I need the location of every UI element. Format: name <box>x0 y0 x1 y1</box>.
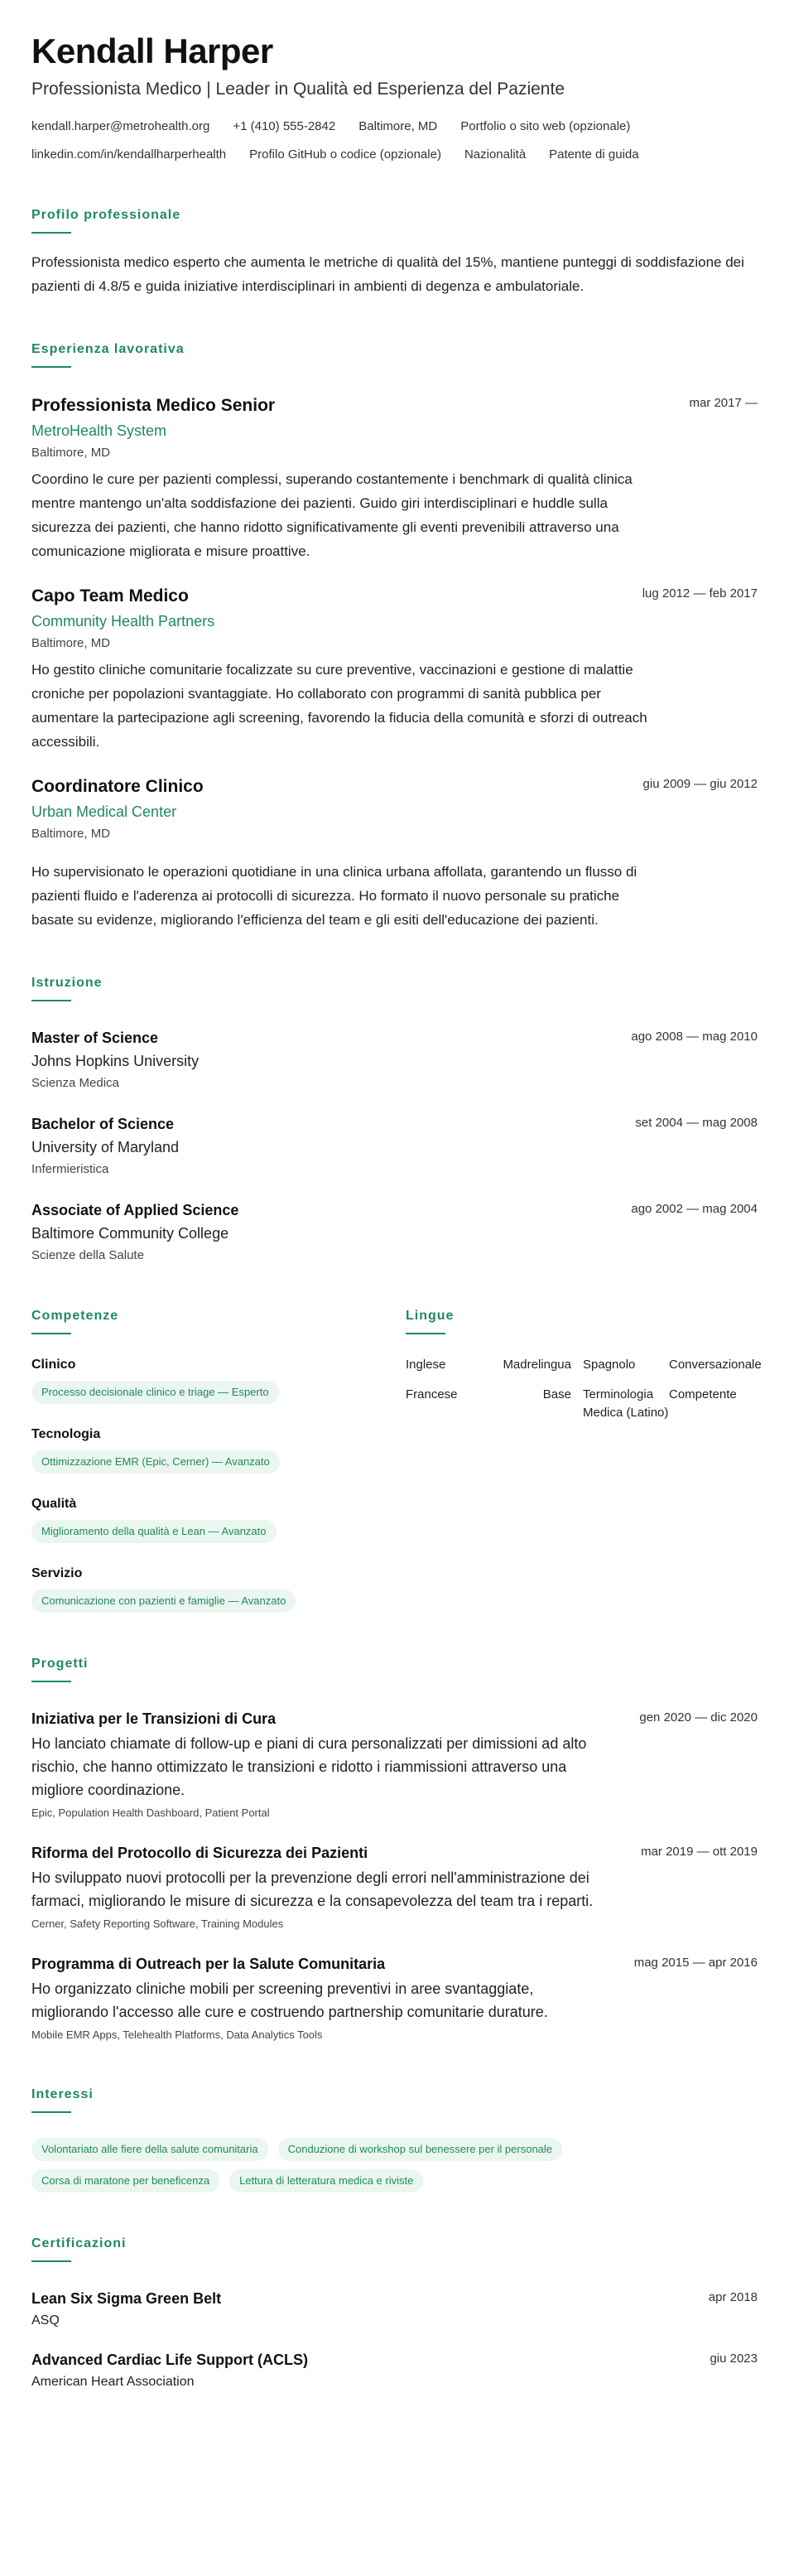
education-item <box>31 1200 758 1265</box>
contact-location: Baltimore, MD <box>358 119 438 133</box>
skill-pill: Ottimizzazione EMR (Epic, Cerner) — Avanzato <box>31 1450 280 1474</box>
education-item <box>31 1114 758 1179</box>
certification-issuer: American Heart Association <box>31 2375 195 2389</box>
skill-pill: Processo decisionale clinico e triage — Esperto <box>31 1381 279 1404</box>
section-divider <box>406 1333 445 1334</box>
interest-pill: Conduzione di workshop sul benessere per il personale <box>278 2138 562 2161</box>
language-name: Terminologia Medica (Latino) <box>583 1387 669 1420</box>
interest-pill: Lettura di letteratura medica e riviste <box>229 2169 423 2192</box>
experience-item <box>31 394 758 563</box>
experience-role: Coordinatore Clinico <box>31 777 204 796</box>
certification-item <box>31 2289 758 2330</box>
contact-phone[interactable]: +1 (410) 555-2842 <box>233 119 336 133</box>
section-divider <box>31 366 71 368</box>
resume-header <box>31 31 758 164</box>
education-degree: Associate of Applied Science <box>31 1202 239 1218</box>
experience-company: MetroHealth System <box>31 422 167 439</box>
experience-item <box>31 775 758 932</box>
section-title-education: Istruzione <box>31 976 103 990</box>
interests-section <box>31 2086 758 2192</box>
project-date: gen 2020 — dic 2020 <box>639 1710 758 1725</box>
certification-title: Lean Six Sigma Green Belt <box>31 2290 222 2307</box>
profile-section <box>31 207 758 298</box>
section-divider <box>31 232 71 234</box>
languages-row <box>406 1356 762 1374</box>
skill-category: Qualità <box>31 1497 77 1511</box>
project-item <box>31 1709 758 1821</box>
contact-license: Patente di guida <box>549 147 639 162</box>
section-title-skills: Competenze <box>31 1309 119 1323</box>
experience-date: giu 2009 — giu 2012 <box>642 777 758 791</box>
section-divider <box>31 2260 71 2262</box>
interest-pill: Corsa di maratone per beneficenza <box>31 2169 219 2192</box>
skill-group <box>31 1425 406 1474</box>
language-level: Competente <box>669 1387 737 1401</box>
experience-location: Baltimore, MD <box>31 636 111 650</box>
project-description: Ho sviluppato nuovi protocolli per la prevenzione degli errori nell'amministrazione dei farmaci, migliorando le misure di sicurezza e la consapevolezza del team tra i reparti. <box>31 1869 594 1909</box>
certification-item <box>31 2350 758 2391</box>
section-title-interests: Interessi <box>31 2087 94 2101</box>
skill-category: Servizio <box>31 1566 83 1580</box>
skills-languages-row <box>31 1308 762 1613</box>
contact-github[interactable]: Profilo GitHub o codice (opzionale) <box>249 147 441 162</box>
project-item <box>31 1843 758 1932</box>
project-tech: Mobile EMR Apps, Telehealth Platforms, Data Analytics Tools <box>31 2028 323 2041</box>
experience-role: Capo Team Medico <box>31 586 189 605</box>
contact-portfolio[interactable]: Portfolio o sito web (opzionale) <box>460 119 631 133</box>
languages-table <box>406 1356 762 1422</box>
project-date: mag 2015 — apr 2016 <box>633 1956 758 1970</box>
education-degree: Bachelor of Science <box>31 1116 175 1132</box>
profile-summary: Professionista medico esperto che aumenta le metriche di qualità del 15%, mantiene punteggi di soddisfazione dei pazienti di 4.8/5 e guida iniziative interdisciplinari in ambienti di degenza e ambulatoriale. <box>31 254 744 294</box>
education-degree: Master of Science <box>31 1030 159 1046</box>
project-title: Programma di Outreach per la Salute Comunitaria <box>31 1956 386 1972</box>
section-title-profile: Profilo professionale <box>31 208 181 222</box>
projects-section <box>31 1656 758 2043</box>
section-divider <box>31 1000 71 1001</box>
skill-group <box>31 1356 406 1404</box>
experience-section <box>31 341 758 932</box>
experience-company: Urban Medical Center <box>31 803 177 820</box>
skill-pill: Comunicazione con pazienti e famiglie — Avanzato <box>31 1589 296 1613</box>
education-school: University of Maryland <box>31 1139 180 1155</box>
contact-nationality: Nazionalità <box>464 147 527 162</box>
contact-email[interactable]: kendall.harper@metrohealth.org <box>31 119 210 133</box>
project-title: Iniziativa per le Transizioni di Cura <box>31 1710 277 1727</box>
education-school: Baltimore Community College <box>31 1225 229 1242</box>
project-title: Riforma del Protocollo di Sicurezza dei Pazienti <box>31 1845 368 1861</box>
languages-row <box>406 1386 758 1422</box>
experience-company: Community Health Partners <box>31 613 215 630</box>
project-tech: Epic, Population Health Dashboard, Patient Portal <box>31 1807 270 1819</box>
skill-pill: Miglioramento della qualità e Lean — Avanzato <box>31 1520 277 1543</box>
project-date: mar 2019 — ott 2019 <box>641 1845 758 1859</box>
section-divider <box>31 2111 71 2113</box>
certification-title: Advanced Cardiac Life Support (ACLS) <box>31 2352 309 2368</box>
experience-description: Coordino le cure per pazienti complessi, superando costantemente i benchmark di qualità clinica mentre mantengo un'alta soddisfazione dei pazienti. Guido giri interdisciplinari e huddle sulla sicurezza dei pazienti, che hanno ridotto significativamente gli eventi prevenibili attraverso una comunicazione migliorata e misure proattive. <box>31 471 633 559</box>
project-tech: Cerner, Safety Reporting Software, Training Modules <box>31 1918 284 1930</box>
experience-description: Ho supervisionato le operazioni quotidiane in una clinica urbana affollata, garantendo un flusso di pazienti fluido e l'aderenza ai protocolli di sicurezza. Ho formato il nuovo personale su pratiche basate su evidenze, migliorando l'efficienza del team e gli esiti dell'educazione dei pazienti. <box>31 864 637 928</box>
contact-linkedin[interactable]: linkedin.com/in/kendallharperhealth <box>31 147 227 162</box>
section-title-languages: Lingue <box>406 1309 455 1323</box>
language-name: Francese <box>406 1387 458 1401</box>
candidate-headline: Professionista Medico | Leader in Qualità ed Esperienza del Paziente <box>31 80 565 99</box>
section-divider <box>31 1333 71 1334</box>
skill-group <box>31 1565 406 1613</box>
education-school: Johns Hopkins University <box>31 1053 200 1069</box>
skill-category: Tecnologia <box>31 1427 101 1441</box>
education-item <box>31 1028 758 1093</box>
education-date: ago 2002 — mag 2004 <box>631 1202 758 1216</box>
education-date: set 2004 — mag 2008 <box>635 1116 758 1130</box>
contact-list <box>31 118 758 164</box>
certification-issuer: ASQ <box>31 2313 60 2328</box>
experience-date: mar 2017 — <box>689 396 758 410</box>
education-field: Infermieristica <box>31 1162 109 1176</box>
interest-pill: Volontariato alle fiere della salute comunitaria <box>31 2138 268 2161</box>
experience-location: Baltimore, MD <box>31 827 111 841</box>
language-level: Conversazionale <box>669 1358 762 1372</box>
certifications-section <box>31 2236 758 2391</box>
experience-location: Baltimore, MD <box>31 446 111 460</box>
section-title-certifications: Certificazioni <box>31 2236 127 2250</box>
education-section <box>31 975 758 1265</box>
project-description: Ho lanciato chiamate di follow-up e piani di cura personalizzati per dimissioni ad alto rischio, che hanno ottimizzato le transizioni e ridotto i riammissioni attraverso una migliore coordinazione. <box>31 1735 587 1798</box>
language-name: Inglese <box>406 1358 446 1372</box>
project-description: Ho organizzato cliniche mobili per screening preventivi in aree svantaggiate, migliorando l'accesso alle cure e costruendo partnership comunitarie durature. <box>31 1980 548 2020</box>
candidate-name: Kendall Harper <box>31 31 273 70</box>
experience-date: lug 2012 — feb 2017 <box>642 586 758 601</box>
language-level: Base <box>542 1387 571 1401</box>
certification-date: giu 2023 <box>710 2352 758 2366</box>
experience-description: Ho gestito cliniche comunitarie focalizzate su cure preventive, vaccinazioni e gestione di malattie croniche per popolazioni svantaggiate. Ho collaborato con programmi di sanità pubblica per aumentare la partecipazione agli screening, favorendo la fiducia della comunità e sforzi di outreach accessibili. <box>31 662 647 750</box>
language-level: Madrelingua <box>503 1358 571 1372</box>
section-title-projects: Progetti <box>31 1657 89 1671</box>
project-item <box>31 1954 758 2043</box>
skills-section <box>31 1308 406 1613</box>
interests-list <box>31 2130 694 2192</box>
education-field: Scienza Medica <box>31 1076 119 1090</box>
skill-group <box>31 1495 406 1543</box>
language-name: Spagnolo <box>583 1358 636 1372</box>
languages-section <box>406 1308 762 1613</box>
experience-role: Professionista Medico Senior <box>31 396 276 415</box>
skill-category: Clinico <box>31 1358 76 1372</box>
certification-date: apr 2018 <box>708 2290 758 2304</box>
education-field: Scienze della Salute <box>31 1248 144 1262</box>
experience-item <box>31 585 758 754</box>
education-date: ago 2008 — mag 2010 <box>631 1030 758 1044</box>
section-divider <box>31 1681 71 1682</box>
section-title-experience: Esperienza lavorativa <box>31 342 185 356</box>
